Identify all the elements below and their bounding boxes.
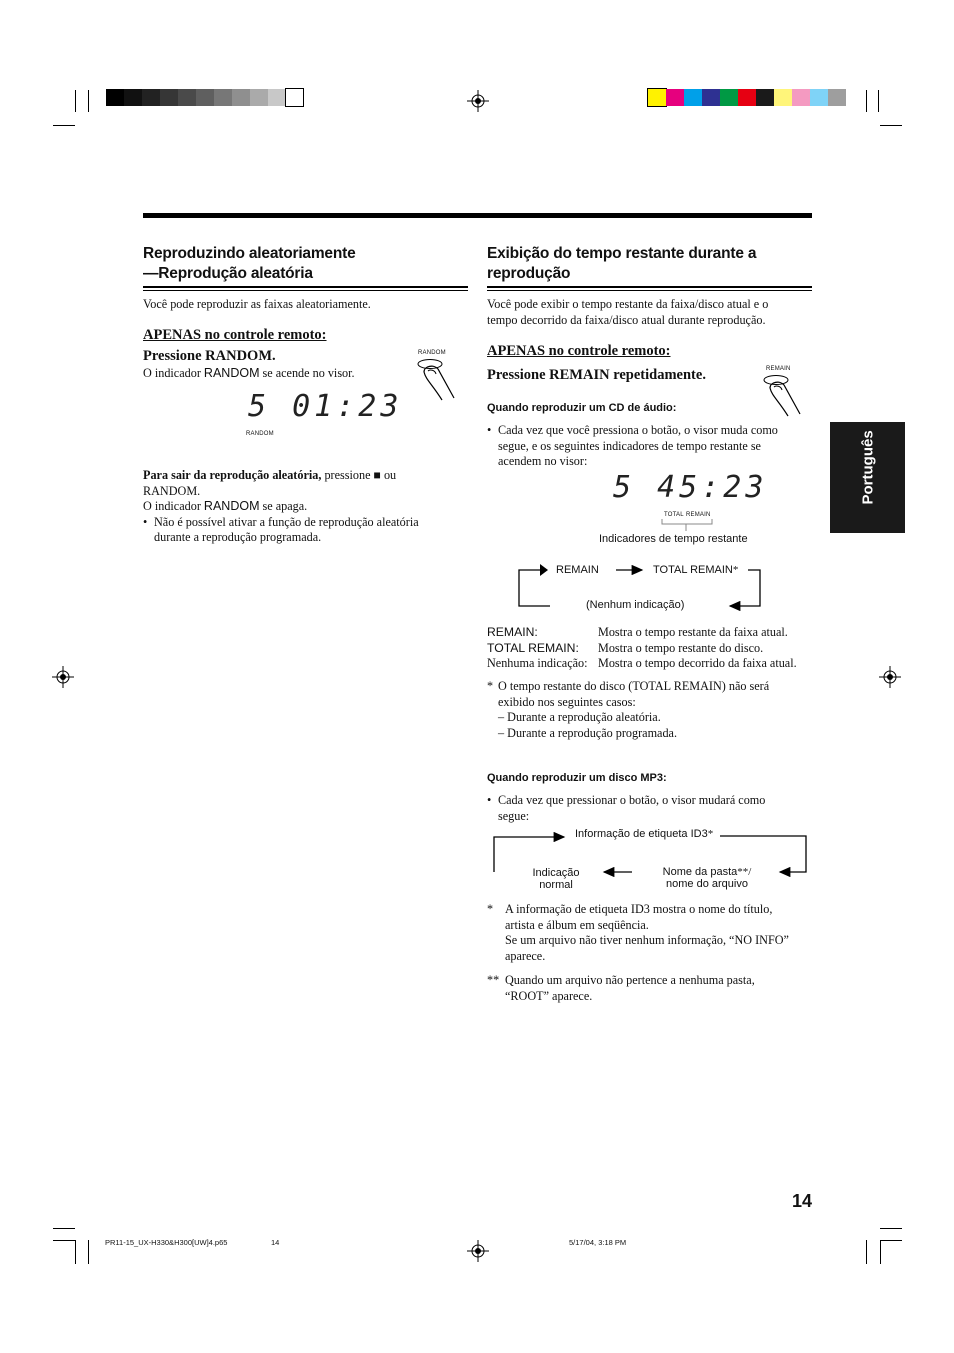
cd-heading: Quando reproduzir um CD de áudio: <box>487 402 677 414</box>
calibration-swatch <box>684 89 702 106</box>
flow-none: (Nenhum indicação) <box>586 599 685 611</box>
right-press-instruction: Pressione REMAIN repetidamente. <box>487 367 706 383</box>
left-indicator-note: O indicador RANDOM se acende no visor. <box>143 366 355 380</box>
indicators-caption: Indicadores de tempo restante <box>599 533 748 545</box>
right-remote-only: APENAS no controle remoto: <box>487 343 671 359</box>
calibration-swatch <box>286 89 303 106</box>
finger-press-icon[interactable] <box>414 358 460 404</box>
registration-target-icon <box>467 1240 489 1262</box>
calibration-swatch <box>178 89 196 106</box>
left-press-instruction: Pressione RANDOM. <box>143 348 276 364</box>
calibration-swatch <box>720 89 738 106</box>
registration-target-icon <box>879 666 901 688</box>
cd-bullet: • Cada vez que você pressiona o botão, o visor muda como segue, e os seguintes indicadores de tempo restante se acendem no visor: <box>487 423 778 469</box>
page-number: 14 <box>792 1191 813 1211</box>
calibration-swatch <box>232 89 250 106</box>
calibration-swatch <box>666 89 684 106</box>
random-button-label: RANDOM <box>418 350 446 356</box>
display-indicator-total: TOTAL <box>664 512 684 518</box>
left-heading <box>143 244 468 284</box>
flow-remain: REMAIN <box>556 564 599 576</box>
finger-press-icon[interactable] <box>760 374 806 420</box>
calibration-swatch <box>160 89 178 106</box>
calibration-swatch <box>738 89 756 106</box>
indicator-bracket <box>660 518 716 532</box>
footer-page: 14 <box>271 1238 280 1247</box>
left-heading-line2: —Reprodução aleatória <box>143 265 313 282</box>
calibration-swatch <box>214 89 232 106</box>
mp3-folder-name: Nome da pasta**/ nome do arquivo <box>662 866 752 890</box>
right-heading <box>487 244 812 284</box>
mp3-id3: Informação de etiqueta ID3* <box>575 828 714 840</box>
left-intro: Você pode reproduzir as faixas aleatoriamente. <box>143 297 371 311</box>
definitions: REMAIN: Mostra o tempo restante da faixa atual. TOTAL REMAIN: Mostra o tempo restante do disco. Nenhuma indicação: Mostra o tempo decorrido da faixa atual. <box>487 625 797 671</box>
registration-target-icon <box>52 666 74 688</box>
random-display: 5 01:23 <box>248 389 403 424</box>
right-intro: Você pode exibir o tempo restante da faixa/disco atual e o tempo decorrido da faixa/disco atual durante reprodução. <box>487 297 769 327</box>
calibration-swatch <box>250 89 268 106</box>
calibration-swatch <box>792 89 810 106</box>
calibration-swatch <box>106 89 124 106</box>
right-heading-line2: reprodução <box>487 265 571 282</box>
left-exit-instructions: Para sair da reprodução aleatória, pressione ■ ou RANDOM. O indicador RANDOM se apaga. • Não é possível ativar a função de reprodução aleatória durante a reprodução programada. <box>143 468 468 546</box>
footer-file: PR11-15_UX-H330&H300[UW]4.p65 <box>105 1238 228 1247</box>
language-side-tab-label: Português <box>859 430 877 505</box>
calibration-swatch <box>124 89 142 106</box>
cd-flow-arrowhead <box>538 564 550 576</box>
calibration-swatch <box>648 89 666 106</box>
mp3-heading: Quando reproduzir um disco MP3: <box>487 772 667 784</box>
calibration-swatch <box>774 89 792 106</box>
right-heading-line1: Exibição do tempo restante durante a <box>487 245 757 262</box>
calibration-swatch <box>810 89 828 106</box>
left-remote-only: APENAS no controle remoto: <box>143 327 327 343</box>
display-indicator-remain: REMAIN <box>686 512 711 518</box>
remain-note: * O tempo restante do disco (TOTAL REMAIN) não será exibido nos seguintes casos: – Durante a reprodução aleatória. – Durante a reprodução programada. <box>487 679 770 740</box>
random-display-indicator: RANDOM <box>246 431 274 437</box>
remain-display: 5 45:23 <box>613 470 768 505</box>
footer-date: 5/17/04, 3:18 PM <box>569 1238 627 1247</box>
registration-target-icon <box>467 90 489 112</box>
calibration-swatch <box>702 89 720 106</box>
calibration-swatch <box>828 89 846 106</box>
left-heading-line1: Reproduzindo aleatoriamente <box>143 245 356 262</box>
footnote-2: ** Quando um arquivo não pertence a nenhuma pasta, “ROOT” aparece. <box>487 973 755 1003</box>
mp3-normal: Indicação normal <box>532 867 580 891</box>
top-rule <box>143 213 812 218</box>
calibration-swatch <box>142 89 160 106</box>
calibration-swatch <box>268 89 286 106</box>
remain-button-label: REMAIN <box>766 366 791 372</box>
calibration-swatch <box>196 89 214 106</box>
flow-total-remain: TOTAL REMAIN* <box>653 564 739 576</box>
left-note-bullet: • Não é possível ativar a função de reprodução aleatória durante a reprodução programada. <box>143 514 419 545</box>
calibration-swatch <box>756 89 774 106</box>
footnote-1: * A informação de etiqueta ID3 mostra o nome do título, artista e álbum em seqüência. Se um arquivo não tiver nenhum informação, “NO INFO” aparece. <box>487 902 789 963</box>
language-side-tab[interactable] <box>830 422 905 533</box>
mp3-bullet: • Cada vez que pressionar o botão, o visor mudará como segue: <box>487 793 766 823</box>
